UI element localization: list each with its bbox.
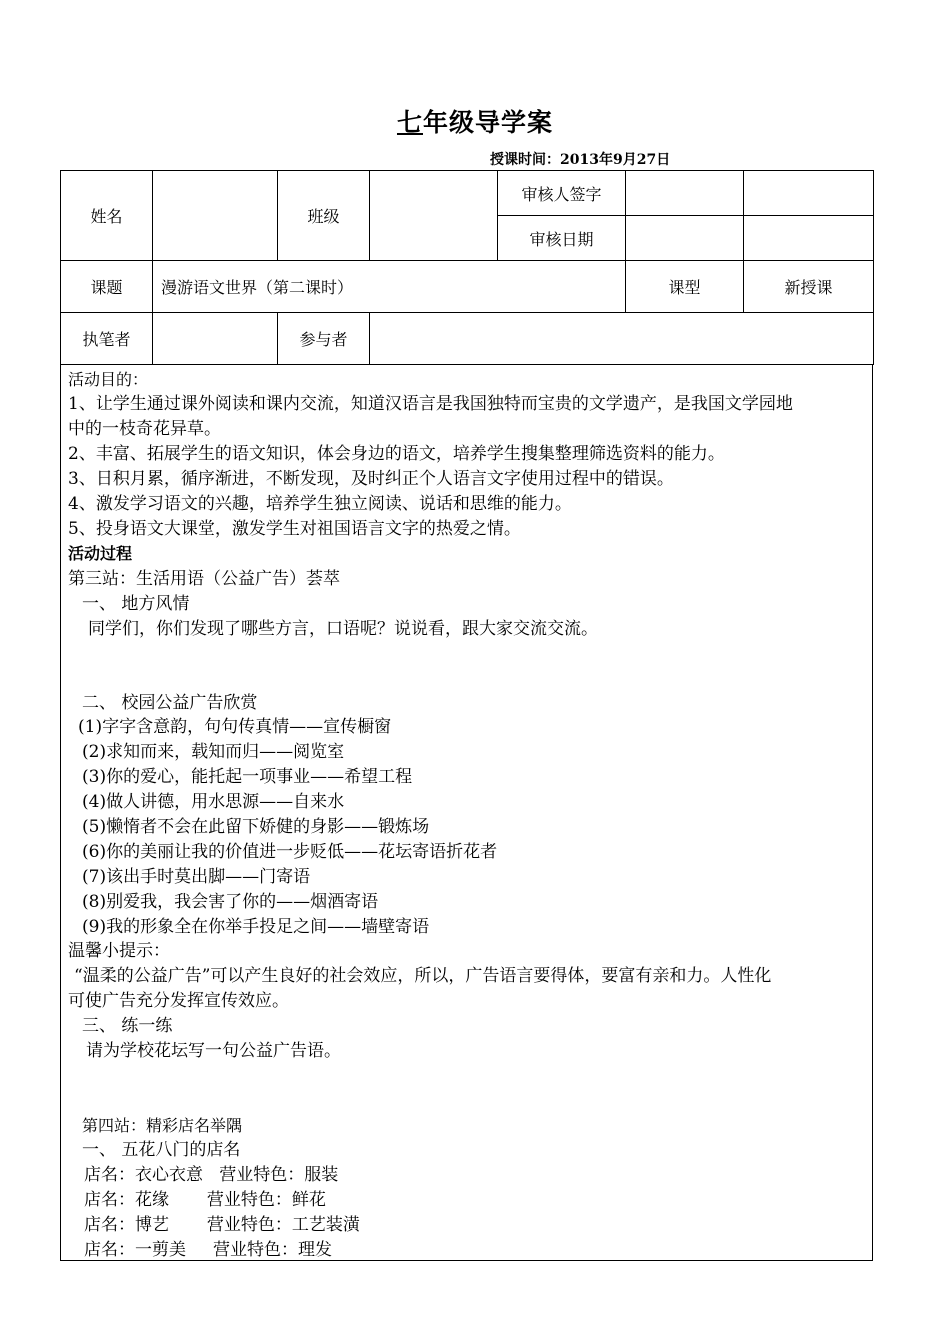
review-date-value[interactable] (626, 216, 744, 261)
topic-value: 漫游语文世界（第二课时） (153, 261, 626, 313)
s3-part3-heading: 三、 练一练 (82, 1016, 173, 1036)
goal-2: 2、丰富、拓展学生的语文知识，体会身边的语文，培养学生搜集整理筛选资料的能力。 (68, 444, 725, 464)
tip-heading: 温馨小提示： (68, 941, 170, 961)
lesson-date: 授课时间：2013年9月27日 (490, 152, 671, 168)
participant-value[interactable] (370, 313, 874, 365)
ad-item: (6)你的美丽让我的价值进一步贬低——花坛寄语折花者 (82, 842, 498, 862)
ad-item: (5)懒惰者不会在此留下娇健的身影——锻炼场 (82, 817, 430, 837)
class-value[interactable] (370, 171, 498, 261)
station-4-heading: 第四站：精彩店名举隅 (82, 1116, 243, 1135)
info-table (60, 170, 874, 365)
shop-item: 店名：博艺 营业特色：工艺装潢 (84, 1215, 360, 1235)
shop-item: 店名：花缘 营业特色：鲜花 (84, 1190, 326, 1210)
ad-item: (4)做人讲德，用水思源——自来水 (82, 792, 345, 812)
class-label: 班级 (278, 171, 370, 261)
s3-part2-heading: 二、 校园公益广告欣赏 (82, 693, 258, 713)
s3-part3-text: 请为学校花坛写一句公益广告语。 (86, 1041, 341, 1061)
reviewer-sign-extra[interactable] (744, 171, 874, 216)
shop-item: 店名：一剪美 营业特色：理发 (84, 1240, 333, 1260)
shop-item: 店名：衣心衣意 营业特色：服装 (84, 1165, 339, 1185)
name-value[interactable] (153, 171, 278, 261)
station-3-heading: 第三站：生活用语（公益广告）荟萃 (68, 569, 340, 589)
tip-text-b: 可使广告充分发挥宣传效应。 (68, 991, 289, 1011)
page-title (0, 103, 950, 139)
s3-part1-heading: 一、 地方风情 (82, 594, 190, 614)
s3-part1-text: 同学们，你们发现了哪些方言，口语呢？说说看，跟大家交流交流。 (88, 619, 598, 639)
ad-item: (8)别爱我，我会害了你的——烟酒寄语 (82, 892, 379, 912)
review-date-label: 审核日期 (498, 216, 626, 261)
author-label: 执笔者 (61, 313, 153, 365)
title-rest: 年级导学案 (423, 108, 554, 137)
s4-part1-heading: 一、 五花八门的店名 (82, 1140, 241, 1160)
tip-text-a: “温柔的公益广告”可以产生良好的社会效应，所以，广告语言要得体，要富有亲和力。人性化 (74, 966, 772, 986)
goal-heading: 活动目的： (68, 370, 149, 389)
author-value[interactable] (153, 313, 278, 365)
name-label: 姓名 (61, 171, 153, 261)
goal-4: 4、激发学习语文的兴趣，培养学生独立阅读、说话和思维的能力。 (68, 494, 572, 514)
participant-label: 参与者 (278, 313, 370, 365)
reviewer-sign-label: 审核人签字 (498, 171, 626, 216)
ad-item: (1)字字含意韵，句句传真情——宣传橱窗 (78, 717, 392, 737)
goal-5: 5、投身语文大课堂，激发学生对祖国语言文字的热爱之情。 (68, 519, 521, 539)
ad-item: (3)你的爱心，能托起一项事业——希望工程 (82, 767, 413, 787)
topic-label: 课题 (61, 261, 153, 313)
ad-item: (7)该出手时莫出脚——门寄语 (82, 867, 311, 887)
review-date-extra[interactable] (744, 216, 874, 261)
title-grade: 七 (396, 108, 423, 137)
reviewer-sign-value[interactable] (626, 171, 744, 216)
ad-item: (2)求知而来，载知而归——阅览室 (82, 742, 345, 762)
type-label: 课型 (626, 261, 744, 313)
goal-1b: 中的一枝奇花异草。 (68, 419, 221, 439)
goal-1a: 1、让学生通过课外阅读和课内交流，知道汉语言是我国独特而宝贵的文学遗产，是我国文学园地 (68, 394, 793, 414)
ad-item: (9)我的形象全在你举手投足之间——墙壁寄语 (82, 917, 430, 937)
type-value: 新授课 (744, 261, 874, 313)
process-heading: 活动过程 (68, 544, 133, 563)
goal-3: 3、日积月累，循序渐进，不断发现，及时纠正个人语言文字使用过程中的错误。 (68, 469, 674, 489)
